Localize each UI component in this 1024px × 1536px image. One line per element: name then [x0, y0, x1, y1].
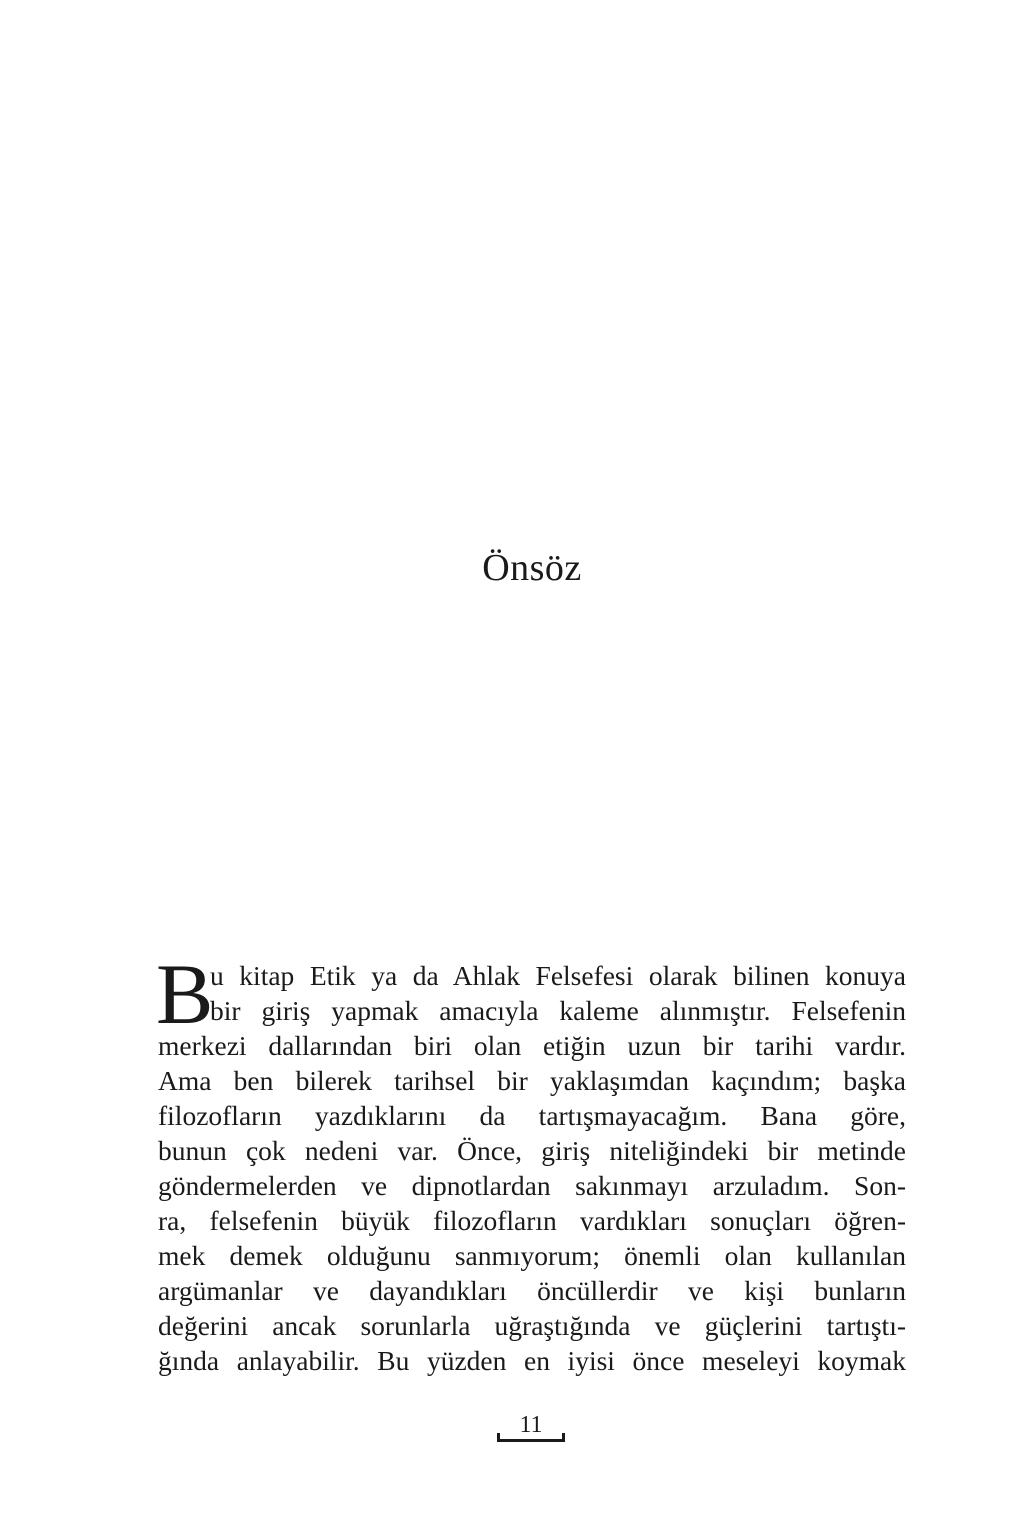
folio	[497, 1412, 565, 1442]
text-line: bir giriş yapmak amacıyla kaleme alınmıştır. Felsefenin	[210, 995, 906, 1026]
folio-rule-tick-right	[562, 1433, 565, 1442]
text-line: Ama ben bilerek tarihsel bir yaklaşımdan kaçındım; başka	[158, 1065, 906, 1096]
text-line: göndermelerden ve dipnotlardan sakınmayı arzuladım. Son-	[158, 1170, 906, 1201]
body-paragraph	[156, 946, 906, 1378]
text-line: merkezi dallarından biri olan etiğin uzun bir tarihi vardır.	[158, 1030, 906, 1061]
page-number: 11	[519, 1412, 543, 1438]
text-line: değerini ancak sorunlarla uğraştığında ve güçlerini tartıştı-	[158, 1310, 906, 1341]
text-line: ra, felsefenin büyük filozofların vardıkları sonuçları öğren-	[158, 1205, 906, 1236]
text-line: bunun çok nedeni var. Önce, giriş niteliğindeki bir metinde	[158, 1135, 906, 1166]
text-line: mek demek olduğunu sanmıyorum; önemli olan kullanılan	[158, 1240, 906, 1271]
text-line: filozofların yazdıklarını da tartışmayacağım. Bana göre,	[158, 1100, 906, 1131]
text-line: ğında anlayabilir. Bu yüzden en iyisi önce meseleyi koymak	[158, 1345, 906, 1376]
text-line: argümanlar ve dayandıkları öncüllerdir ve kişi bunların	[158, 1275, 906, 1306]
folio-rule	[497, 1439, 565, 1442]
folio-rule-tick-left	[497, 1433, 500, 1442]
chapter-title: Önsöz	[482, 547, 582, 589]
drop-cap: B	[156, 946, 214, 1042]
line-text: u kitap Etik ya da Ahlak Felsefesi olarak bilinen konuya	[210, 960, 906, 991]
